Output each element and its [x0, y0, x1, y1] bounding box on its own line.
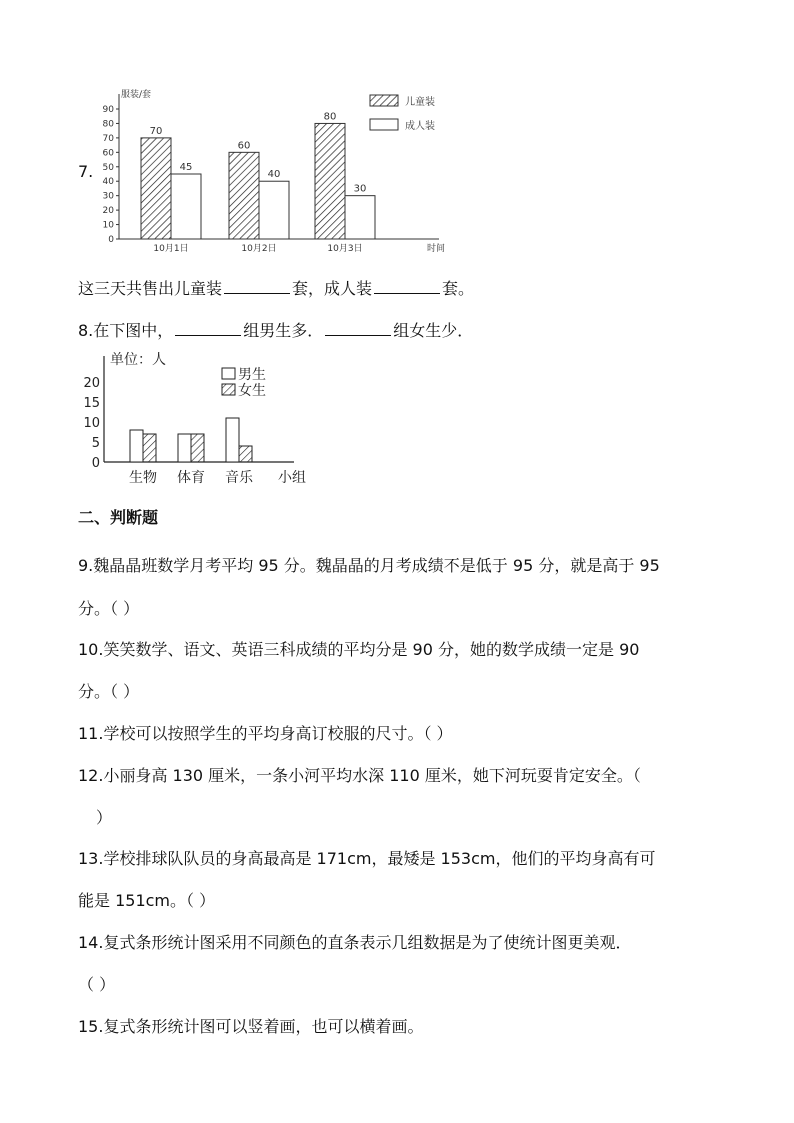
q8-text-a: 8.在下图中，: [78, 321, 174, 340]
q8-blank-boys[interactable]: [175, 319, 241, 336]
y-tick-label: 20: [83, 376, 100, 391]
y-tick-label: 10: [83, 416, 100, 431]
legend-label: 成人装: [405, 121, 435, 132]
y-tick-label: 90: [102, 105, 114, 115]
q13-line1: 13.学校排球队队员的身高最高是 171cm，最矮是 153cm，他们的平均身高有可: [78, 849, 656, 868]
bar-value-label: 60: [237, 140, 251, 152]
y-axis-label: 单位：人: [110, 352, 166, 368]
legend-label: 男生: [238, 367, 266, 383]
bar-value-label: 70: [149, 125, 163, 137]
q8-bar-chart: [80, 346, 320, 488]
q15-line1: 15.复式条形统计图可以竖着画，也可以横着画。: [78, 1017, 424, 1036]
bar: [178, 434, 191, 462]
bar-value-label: 80: [323, 111, 337, 123]
bar: [171, 174, 201, 239]
q12-line2: ）: [96, 808, 113, 827]
bar: [141, 138, 171, 239]
x-tick-label: 音乐: [225, 470, 253, 486]
q8-text-c: 组女生少．: [393, 321, 474, 340]
q13-line2: 能是 151cm。（ ）: [78, 891, 216, 910]
q7-answer-line: [78, 276, 474, 299]
q8-text-b: 组男生多．: [243, 321, 324, 340]
legend-swatch: [370, 95, 398, 106]
x-tick-label: 10月2日: [241, 244, 277, 254]
bar: [229, 152, 259, 239]
x-axis-label: 小组: [278, 470, 306, 486]
q10-line1: 10.笑笑数学、语文、英语三科成绩的平均分是 90 分，她的数学成绩一定是 90: [78, 640, 640, 659]
bar: [226, 418, 239, 462]
y-tick-label: 20: [102, 206, 114, 217]
y-tick-label: 80: [102, 119, 114, 130]
q14-line2: （ ）: [78, 975, 116, 994]
q7-text-a: 这三天共售出儿童装: [78, 279, 223, 298]
q7-blank-children[interactable]: [224, 277, 290, 294]
y-tick-label: 0: [108, 235, 114, 245]
y-tick-label: 60: [102, 148, 114, 159]
bar: [130, 430, 143, 462]
section-heading: 二、判断题: [78, 508, 159, 527]
bar: [259, 181, 289, 239]
q8-line: [78, 318, 473, 341]
q8-blank-girls[interactable]: [325, 319, 391, 336]
x-tick-label: 体育: [177, 470, 205, 486]
y-tick-label: 0: [91, 456, 100, 471]
q7-bar-chart: [95, 86, 455, 256]
bar: [315, 123, 345, 239]
x-tick-label: 生物: [129, 470, 157, 486]
legend-swatch: [222, 368, 235, 379]
legend-label: 儿童装: [405, 97, 435, 108]
q7-text-b: 套，成人装: [292, 279, 373, 298]
bar-value-label: 40: [267, 169, 281, 181]
y-tick-label: 5: [91, 436, 100, 451]
question-number: 7.: [78, 162, 94, 181]
y-tick-label: 70: [102, 133, 114, 144]
x-tick-label: 10月3日: [327, 244, 363, 254]
x-tick-label: 10月1日: [153, 244, 189, 254]
x-axis-label: 时间: [427, 244, 446, 254]
bar: [239, 446, 252, 462]
bar: [143, 434, 156, 462]
bar-value-label: 30: [353, 183, 367, 195]
q14-line1: 14.复式条形统计图采用不同颜色的直条表示几组数据是为了使统计图更美观．: [78, 933, 632, 952]
q7-blank-adult[interactable]: [374, 277, 440, 294]
y-tick-label: 10: [102, 220, 114, 231]
q7-text-c: 套。: [442, 279, 475, 298]
bar-value-label: 45: [179, 162, 193, 173]
q11-line1: 11.学校可以按照学生的平均身高订校服的尺寸。（ ）: [78, 724, 453, 743]
q9-line2: 分。（ ）: [78, 599, 140, 618]
y-axis-label: 服装/套: [121, 90, 152, 100]
q9-line1: 9.魏晶晶班数学月考平均 95 分。魏晶晶的月考成绩不是低于 95 分，就是高于 95: [78, 556, 660, 575]
y-tick-label: 30: [102, 191, 114, 202]
bar: [345, 196, 375, 239]
legend-swatch: [222, 384, 235, 395]
legend-label: 女生: [238, 383, 266, 399]
q12-line1: 12.小丽身高 130 厘米，一条小河平均水深 110 厘米，她下河玩耍肯定安全。（: [78, 766, 641, 785]
y-tick-label: 40: [102, 177, 114, 188]
y-tick-label: 50: [102, 162, 114, 173]
bar: [191, 434, 204, 462]
q10-line2: 分。（ ）: [78, 682, 140, 701]
legend-swatch: [370, 119, 398, 130]
y-tick-label: 15: [83, 396, 100, 411]
